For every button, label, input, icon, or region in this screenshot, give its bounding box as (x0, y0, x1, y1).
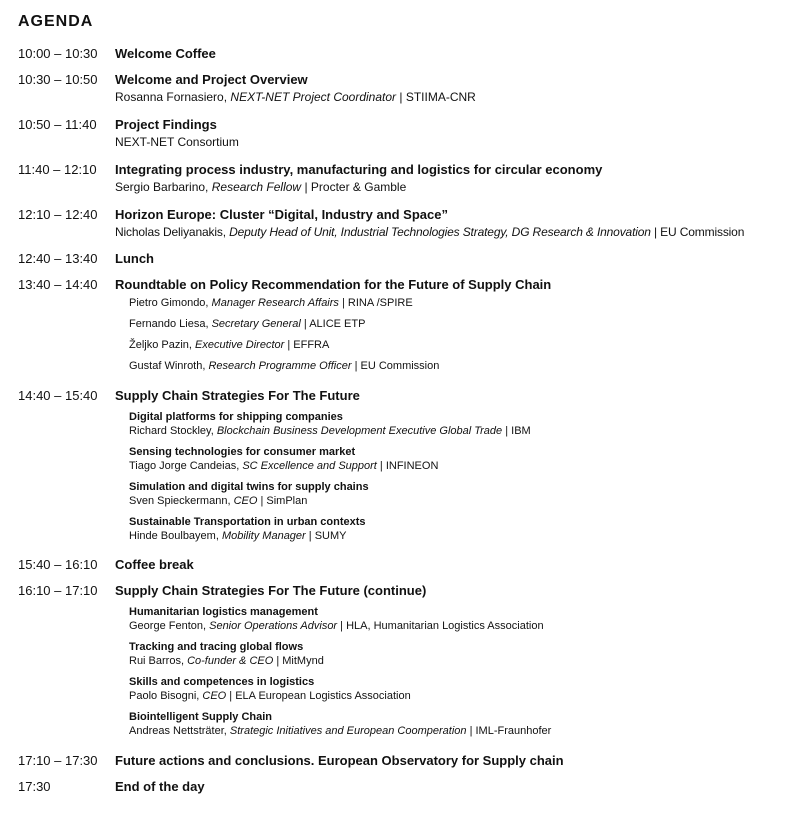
speaker-name: Tiago Jorge Candeias, (129, 460, 243, 472)
speaker-role: SC Excellence and Support (242, 460, 377, 472)
talk (129, 445, 803, 474)
speaker-org: | IBM (502, 425, 531, 437)
speaker-org: | IML-Fraunhofer (466, 725, 552, 737)
talk-title: Tracking and tracing global flows (129, 641, 304, 653)
item-time: 12:40 – 13:40 (18, 251, 98, 266)
speaker-org: | RINA /SPIRE (338, 297, 413, 309)
speaker-name: Sven Spieckermann, (129, 495, 234, 507)
speaker-name: Paolo Bisogni, (129, 690, 203, 702)
speaker-role: CEO (233, 495, 258, 507)
speaker-role: Senior Operations Advisor (209, 620, 338, 632)
speaker-role: Deputy Head of Unit, Industrial Technologies Strategy, DG Research & Innovation (229, 225, 651, 239)
panelist (129, 293, 803, 314)
speaker-org: | SimPlan (257, 495, 308, 507)
item-title: Project Findings (115, 117, 217, 132)
speaker-name: Pietro Gimondo, (129, 297, 212, 309)
speaker-org: | ELA European Logistics Association (226, 690, 411, 702)
panelist (129, 335, 803, 356)
talk-title: Sustainable Transportation in urban contexts (129, 516, 366, 528)
talk (129, 710, 803, 739)
item-title: Supply Chain Strategies For The Future (115, 388, 360, 403)
speaker-org: | EU Commission (650, 225, 745, 239)
speaker-role: NEXT-NET Project Coordinator (230, 90, 397, 104)
speaker-org: | STIIMA-CNR (396, 90, 476, 104)
speaker-org: | INFINEON (376, 460, 439, 472)
speaker-role: Strategic Initiatives and European Coomperation (229, 725, 467, 737)
item-time: 12:10 – 12:40 (18, 207, 98, 222)
speaker-name: Rosanna Fornasiero, (115, 90, 231, 104)
speaker-org: | EU Commission (351, 360, 440, 372)
speaker-line (129, 689, 803, 704)
speaker-line (115, 88, 803, 106)
speaker-line (129, 619, 803, 634)
speaker-org: | HLA, Humanitarian Logistics Association (337, 620, 544, 632)
item-time: 17:30 (18, 779, 51, 794)
item-note: NEXT-NET Consortium (115, 135, 239, 149)
panelist (129, 314, 803, 335)
speaker-line (129, 724, 803, 739)
talk (129, 410, 803, 439)
item-title: Future actions and conclusions. European Observatory for Supply chain (115, 753, 564, 768)
speaker-org: | EFFRA (284, 339, 330, 351)
talk-title: Humanitarian logistics management (129, 606, 318, 618)
talk-title: Digital platforms for shipping companies (129, 411, 343, 423)
item-title: Supply Chain Strategies For The Future (continue) (115, 583, 427, 598)
speaker-line (115, 223, 803, 241)
item-time: 10:00 – 10:30 (18, 46, 98, 61)
talk (129, 675, 803, 704)
speaker-name: George Fenton, (129, 620, 210, 632)
item-title: Horizon Europe: Cluster “Digital, Industry and Space” (115, 207, 448, 222)
talk (129, 640, 803, 669)
panelist (129, 356, 803, 377)
talk (129, 480, 803, 509)
speaker-name: Sergio Barbarino, (115, 180, 212, 194)
speaker-line (129, 494, 803, 509)
item-title: Roundtable on Policy Recommendation for the Future of Supply Chain (115, 277, 552, 292)
speaker-role: Manager Research Affairs (211, 297, 339, 309)
speaker-role: Executive Director (195, 339, 285, 351)
item-title: Lunch (115, 251, 154, 266)
item-time: 11:40 – 12:10 (18, 162, 97, 177)
speaker-role: CEO (202, 690, 227, 702)
speaker-role: Secretary General (211, 318, 301, 330)
item-time: 10:50 – 11:40 (18, 117, 97, 132)
agenda-heading: AGENDA (18, 13, 94, 30)
item-title: Integrating process industry, manufacturing and logistics for circular economy (115, 162, 603, 177)
speaker-line (129, 424, 803, 439)
speaker-role: Research Fellow (211, 180, 302, 194)
item-title: Welcome Coffee (115, 46, 216, 61)
panel-list (129, 293, 803, 377)
item-title: Welcome and Project Overview (115, 72, 308, 87)
speaker-role: Research Programme Officer (208, 360, 352, 372)
item-time: 15:40 – 16:10 (18, 557, 98, 572)
speaker-line (129, 654, 803, 669)
speaker-org: | ALICE ETP (300, 318, 366, 330)
talk-title: Skills and competences in logistics (129, 676, 315, 688)
speaker-role: Co-funder & CEO (187, 655, 274, 667)
speaker-role: Mobility Manager (221, 530, 306, 542)
speaker-org: | Procter & Gamble (301, 180, 407, 194)
item-time: 14:40 – 15:40 (18, 388, 98, 403)
speaker-line (115, 178, 803, 196)
speaker-name: Željko Pazin, (129, 339, 196, 351)
speaker-name: Richard Stockley, (129, 425, 217, 437)
item-title: Coffee break (115, 557, 194, 572)
speaker-org: | MitMynd (273, 655, 324, 667)
speaker-name: Gustaf Winroth, (129, 360, 209, 372)
item-time: 10:30 – 10:50 (18, 72, 98, 87)
speaker-line (129, 459, 803, 474)
item-time: 13:40 – 14:40 (18, 277, 98, 292)
talk (129, 605, 803, 634)
talk-title: Biointelligent Supply Chain (129, 711, 272, 723)
speaker-name: Nicholas Deliyanakis, (115, 225, 230, 239)
talk-title: Sensing technologies for consumer market (129, 446, 356, 458)
speaker-name: Hinde Boulbayem, (129, 530, 222, 542)
item-time: 17:10 – 17:30 (18, 753, 98, 768)
speaker-name: Rui Barros, (129, 655, 188, 667)
speaker-line (129, 529, 803, 544)
talk (129, 515, 803, 544)
speaker-org: | SUMY (305, 530, 347, 542)
item-title: End of the day (115, 779, 205, 794)
speaker-role: Blockchain Business Development Executive Global Trade (216, 425, 503, 437)
speaker-name: Fernando Liesa, (129, 318, 212, 330)
item-time: 16:10 – 17:10 (18, 583, 98, 598)
speaker-name: Andreas Nettsträter, (129, 725, 230, 737)
talk-title: Simulation and digital twins for supply chains (129, 481, 369, 493)
